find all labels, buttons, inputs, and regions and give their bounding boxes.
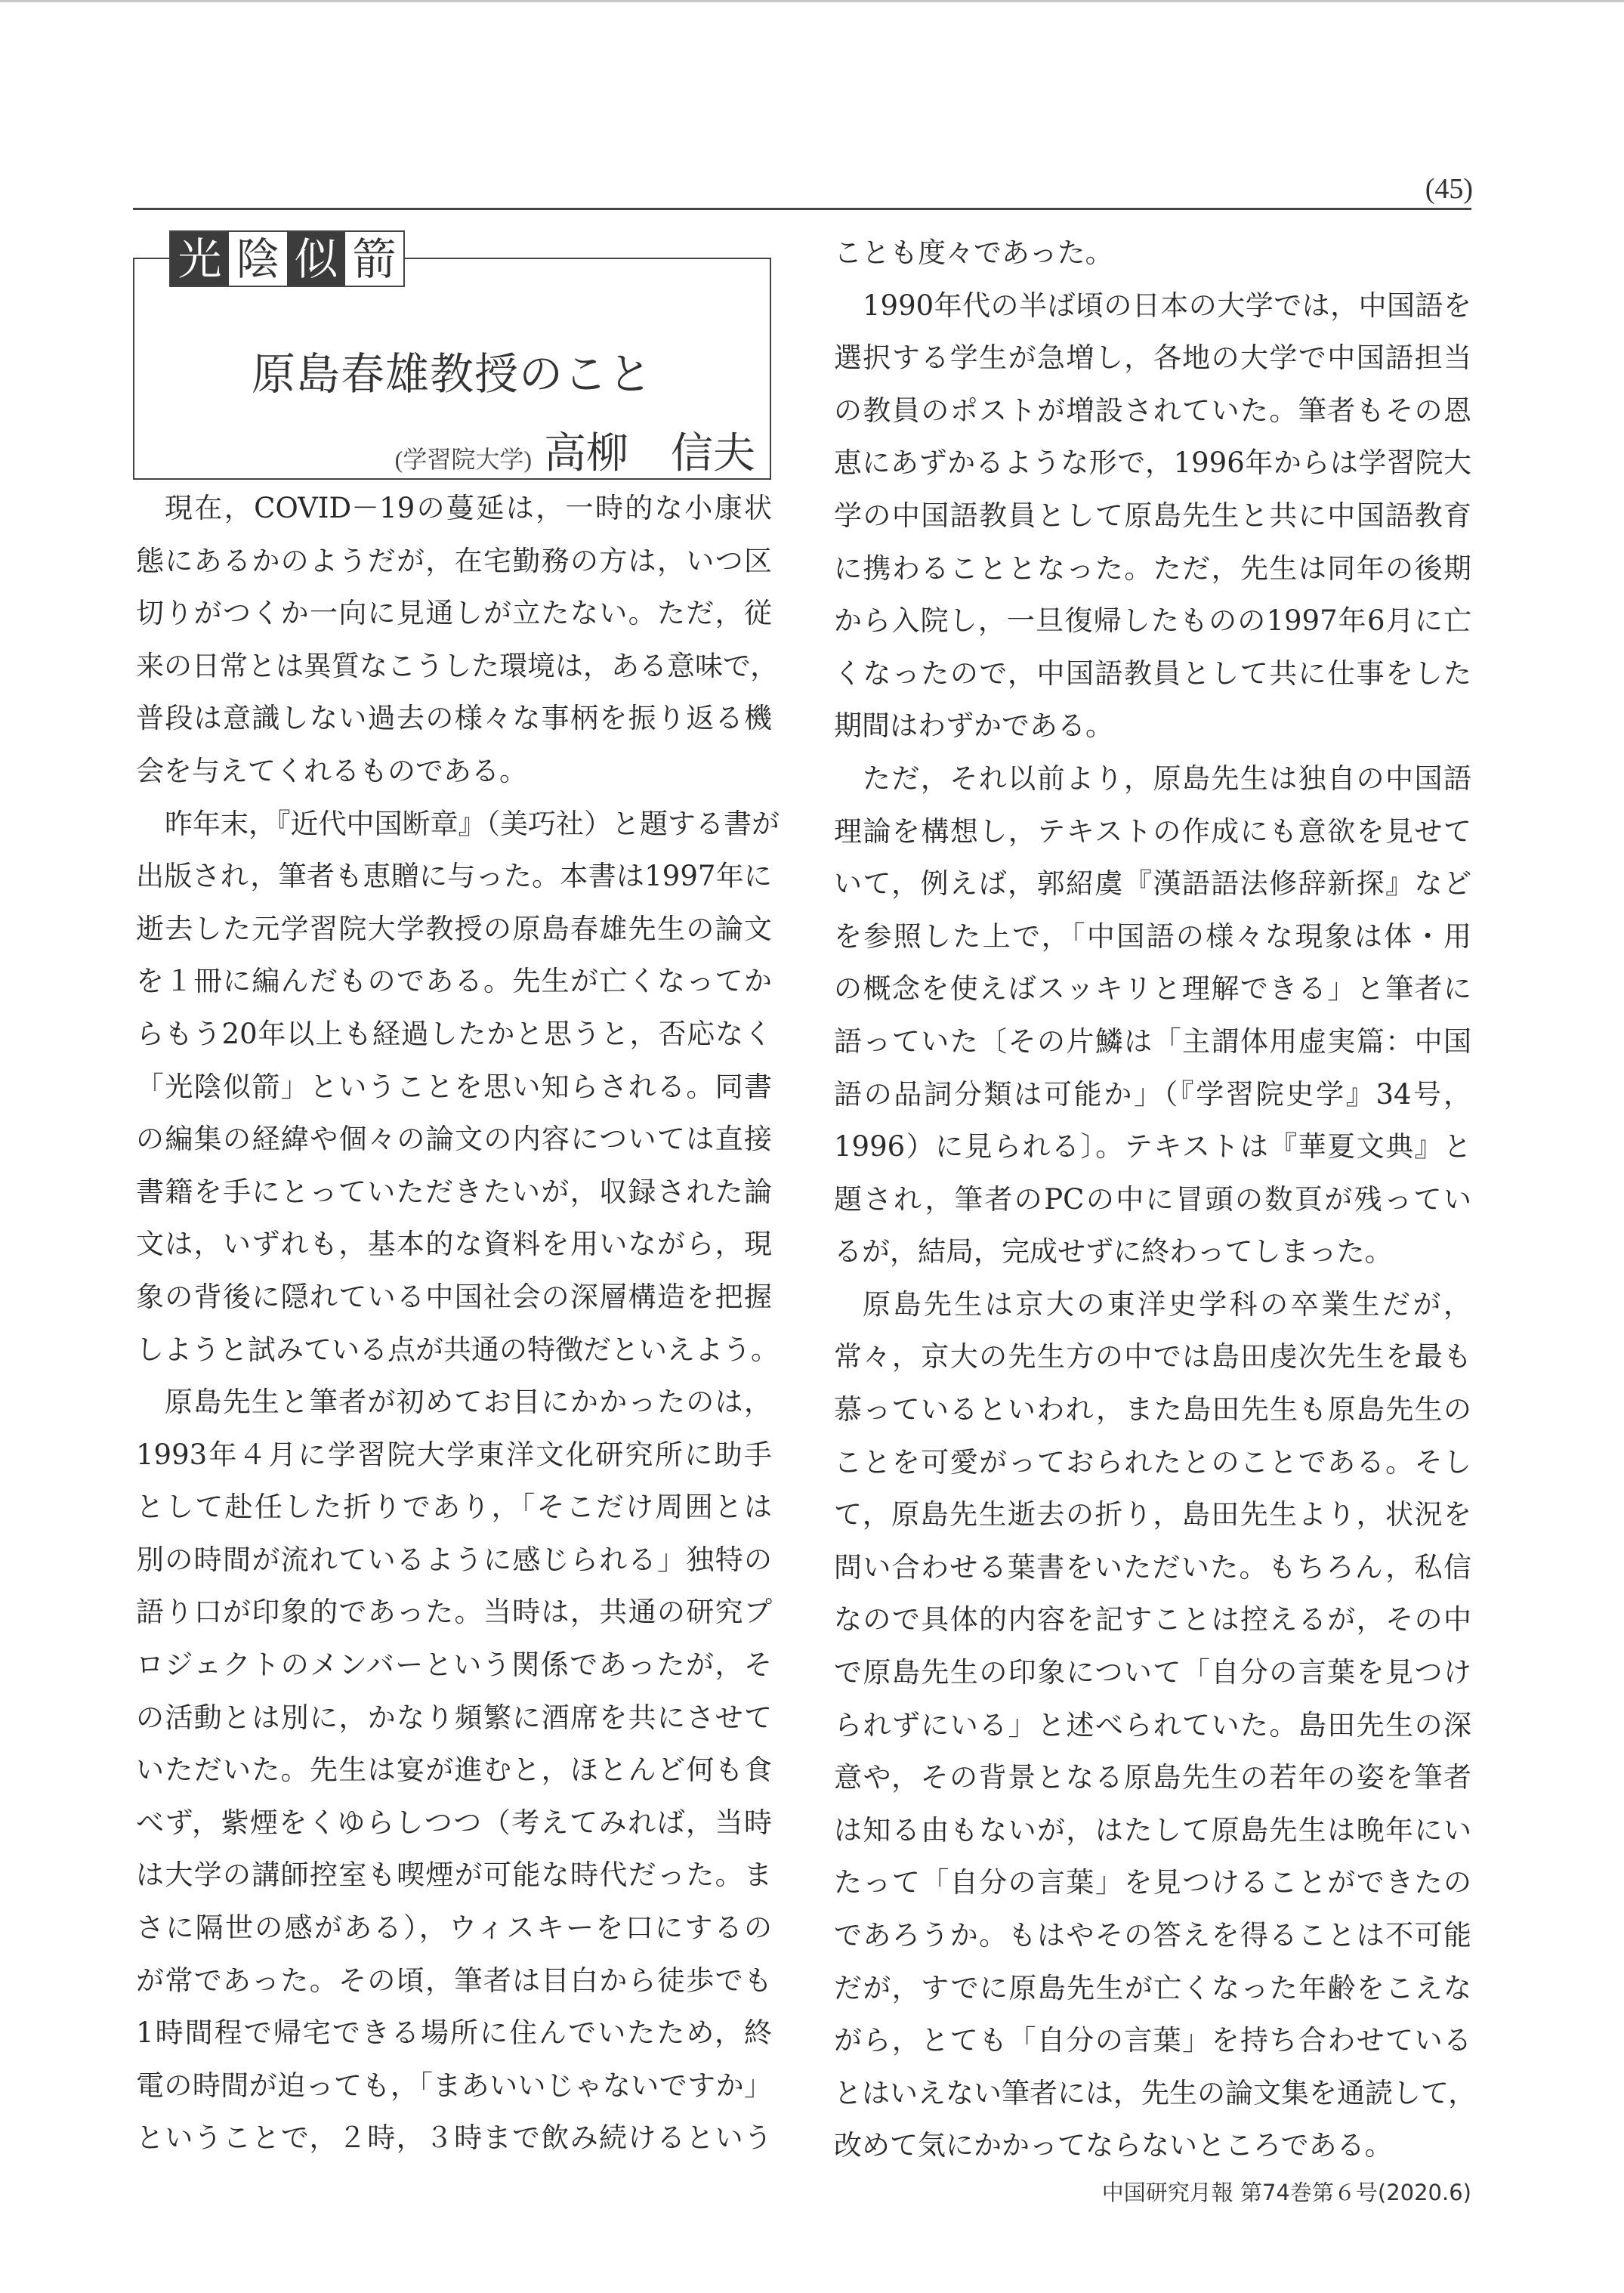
- text-line: しようと試みている点が共通の特徴だといえよう。: [136, 1333, 779, 1366]
- column-label-char: 陰: [229, 232, 287, 286]
- text-line: で原島先生の印象について「自分の言葉を見つけ: [834, 1656, 1471, 1689]
- text-line: の教員のポストが増設されていた。筆者もその恩: [834, 394, 1471, 427]
- text-line: 普段は意識しない過去の様々な事柄を振り返る機: [136, 702, 772, 735]
- text-line: 文は，いずれも，基本的な資料を用いながら，現: [136, 1228, 772, 1261]
- column-label-char: 似: [287, 232, 345, 286]
- text-line: なので具体的内容を記すことは控えるが，その中: [834, 1603, 1471, 1636]
- text-line: いただいた。先生は宴が進むと，ほとんど何も食: [136, 1754, 772, 1787]
- text-line: 語っていた〔その片鱗は「主謂体用虚実篇：中国: [834, 1024, 1471, 1058]
- author-affiliation: (学習院大学): [394, 446, 532, 473]
- text-line: を参照した上で，「中国語の様々な現象は体・用: [834, 919, 1471, 953]
- column-label: [169, 230, 405, 287]
- text-line: られずにいる」と述べられていた。島田先生の深: [834, 1708, 1471, 1741]
- article-title: 原島春雄教授のこと: [251, 348, 653, 400]
- text-line: 語り口が印象的であった。当時は，共通の研究プ: [136, 1596, 772, 1629]
- text-line: 切りがつくか一向に見通しが立たない。ただ，従: [136, 597, 772, 630]
- text-line: ことを可愛がっておられたとのことである。そし: [834, 1445, 1471, 1479]
- text-line: て，原島先生逝去の折り，島田先生より，状況を: [834, 1498, 1471, 1531]
- text-line: 「光陰似箭」ということを思い知らされる。同書: [136, 1070, 772, 1103]
- text-line: を１冊に編んだものである。先生が亡くなってか: [136, 965, 772, 998]
- column-label-char: 光: [171, 232, 229, 286]
- text-line: たって「自分の言葉」を見つけることができたの: [834, 1866, 1471, 1899]
- text-line: 理論を構想し，テキストの作成にも意欲を見せて: [834, 814, 1471, 848]
- text-line: 原島先生と筆者が初めてお目にかかったのは，: [165, 1386, 772, 1419]
- text-line: は知る由もないが，はたして原島先生は晩年にい: [834, 1813, 1471, 1846]
- text-line: は大学の講師控室も喫煙が可能な時代だった。ま: [136, 1859, 772, 1892]
- header-rule: [133, 208, 1471, 210]
- text-line: 常々，京大の先生方の中では島田虔次先生を最も: [834, 1340, 1471, 1374]
- text-line: 慕っているといわれ，また島田先生も原島先生の: [834, 1393, 1471, 1426]
- text-line: るが，結局，完成せずに終わってしまった。: [834, 1235, 1393, 1269]
- text-line: の概念を使えばスッキリと理解できる」と筆者に: [834, 972, 1471, 1006]
- scan-edge: [0, 0, 1624, 2]
- text-line: いて，例えば，郭紹虞『漢語語法修辞新探』など: [834, 867, 1471, 901]
- author-name: 高柳 信夫: [544, 429, 755, 478]
- text-line: 題され，筆者のPCの中に冒頭の数頁が残ってい: [834, 1182, 1471, 1216]
- body-column-left: [136, 482, 780, 2165]
- text-line: 電の時間が迫っても，「まあいいじゃないですか」: [136, 2069, 772, 2102]
- text-line: 象の背後に隠れている中国社会の深層構造を把握: [136, 1280, 772, 1313]
- text-line: 出版され，筆者も恵贈に与った。本書は1997年に: [136, 860, 772, 893]
- text-line: ロジェクトのメンバーという関係であったが，そ: [136, 1649, 772, 1682]
- text-line: 1996）に見られる〕。テキストは『華夏文典』と: [834, 1130, 1471, 1163]
- text-line: 1時間程で帰宅できる場所に住んでいたため，終: [136, 2016, 772, 2050]
- text-line: 現在，COVID－19の蔓延は，一時的な小康状: [165, 492, 772, 524]
- text-line: 会を与えてくれるものである。: [136, 754, 527, 787]
- text-line: らもう20年以上も経過したかと思うと，否応なく: [136, 1017, 772, 1050]
- text-line: 昨年末，『近代中国断章』（美巧社）と題する書が: [165, 807, 780, 840]
- text-line: ということで，２時，３時まで飲み続けるという: [136, 2121, 772, 2155]
- text-line: が常であった。その頃，筆者は目白から徒歩でも: [136, 1964, 772, 1997]
- text-line: 態にあるかのようだが，在宅勤務の方は，いつ区: [136, 544, 772, 577]
- text-line: の編集の経緯や個々の論文の内容については直接: [136, 1123, 772, 1156]
- text-line: 別の時間が流れているように感じられる」独特の: [136, 1543, 772, 1576]
- text-line: ことも度々であった。: [834, 236, 1113, 269]
- text-line: 期間はわずかである。: [834, 709, 1113, 743]
- journal-footer: 中国研究月報 第74巻第６号(2020.6): [1101, 2180, 1471, 2205]
- text-line: 改めて気にかかってならないところである。: [834, 2129, 1393, 2162]
- text-line: だが，すでに原島先生が亡くなった年齢をこえな: [834, 1971, 1471, 2004]
- text-line: とはいえない筆者には，先生の論文集を通読して，: [834, 2076, 1477, 2109]
- text-line: 1990年代の半ば頃の日本の大学では，中国語を: [863, 289, 1471, 322]
- column-label-char: 箭: [345, 232, 403, 286]
- text-line: ただ，それ以前より，原島先生は独自の中国語: [863, 762, 1471, 795]
- text-line: であろうか。もはやその答えを得ることは不可能: [834, 1919, 1471, 1952]
- text-line: 来の日常とは異質なこうした環境は，ある意味で，: [136, 649, 779, 682]
- text-line: 学の中国語教員として原島先生と共に中国語教育: [834, 499, 1471, 532]
- text-line: 選択する学生が急増し，各地の大学で中国語担当: [834, 341, 1471, 375]
- text-line: 書籍を手にとっていただきたいが，収録された論: [136, 1175, 772, 1208]
- text-line: として赴任した折りであり，「そこだけ周囲とは: [136, 1491, 772, 1524]
- text-line: 1993年４月に学習院大学東洋文化研究所に助手: [136, 1438, 772, 1471]
- text-line: 意や，その背景となる原島先生の若年の姿を筆者: [834, 1761, 1471, 1794]
- text-line: から入院し，一旦復帰したものの1997年6月に亡: [834, 604, 1471, 638]
- text-line: 語の品詞分類は可能か」（『学習院史学』34号，: [834, 1077, 1471, 1111]
- text-line: べず，紫煙をくゆらしつつ（考えてみれば，当時: [136, 1806, 772, 1839]
- text-line: 逝去した元学習院大学教授の原島春雄先生の論文: [136, 912, 772, 945]
- body-column-right: [834, 227, 1477, 2172]
- text-line: 問い合わせる葉書をいただいた。もちろん，私信: [834, 1550, 1471, 1584]
- text-line: 恵にあずかるような形で，1996年からは学習院大: [834, 447, 1471, 480]
- text-line: がら，とても「自分の言葉」を持ち合わせている: [834, 2024, 1471, 2057]
- text-line: さに隔世の感がある），ウィスキーを口にするの: [136, 1911, 772, 1945]
- text-line: くなったので，中国語教員として共に仕事をした: [834, 657, 1471, 690]
- text-line: 原島先生は京大の東洋史学科の卒業生だが，: [863, 1287, 1471, 1321]
- text-line: の活動とは別に，かなり頻繁に酒席を共にさせて: [136, 1701, 772, 1734]
- text-line: に携わることとなった。ただ，先生は同年の後期: [834, 552, 1471, 585]
- byline: [395, 420, 755, 481]
- page-number: (45): [1425, 173, 1473, 205]
